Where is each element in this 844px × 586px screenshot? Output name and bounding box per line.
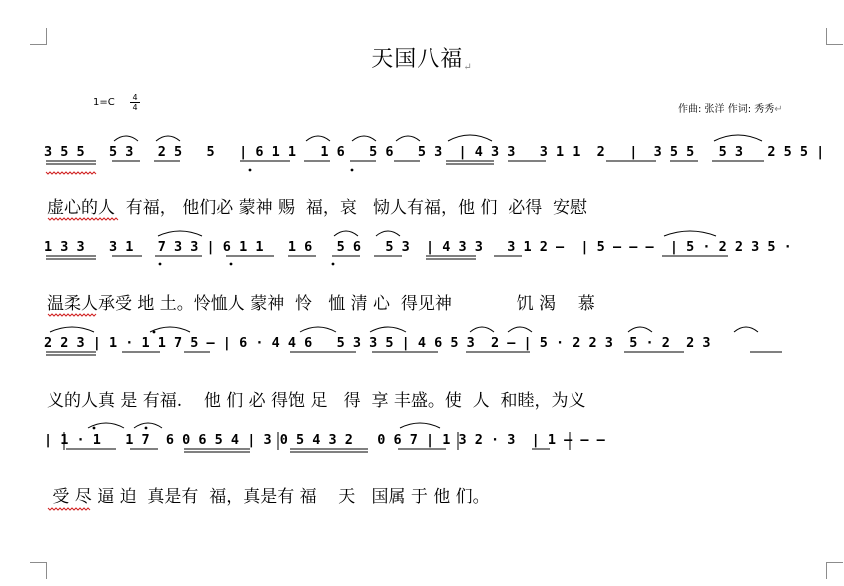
spellcheck-squiggle [46, 172, 96, 174]
octave-dot [153, 331, 156, 334]
barline [64, 432, 570, 450]
slur-arc [158, 231, 716, 236]
octave-dot [159, 263, 162, 266]
spellcheck-squiggle [48, 508, 90, 510]
slur-arc [88, 423, 440, 428]
notation-line-1: 3 5 5 5 3 2 5 5 | 6 1 1 1 6 5 6 5 3 | 4 3 3 3 1 1 2 | 3 5 5 5 3 2 5 5 | [44, 144, 825, 160]
lyrics-line-1: 虚心的人 有福， 他们必 蒙神 赐 福，哀 恸人有福，他 们 必得 安慰 [47, 198, 588, 218]
time-signature-top: 4 [132, 93, 138, 102]
credit-text: 作曲: 张洋 作词: 秀秀 [678, 104, 775, 115]
octave-dot [351, 169, 354, 172]
octave-dot [93, 427, 96, 430]
lyrics-line-2: 温柔人承受 地 土。怜恤人 蒙神 怜 恤 清 心 得见神 饥 渴 慕 [47, 294, 595, 314]
key-signature: 1=C [93, 97, 115, 108]
time-signature-bottom: 4 [130, 102, 140, 112]
lyrics-line-3: 义的人真 是 有福. 他 们 必 得饱 足 得 享 丰盛。使 人 和睦，为义 [47, 391, 586, 411]
beam-underline-double [46, 164, 494, 452]
notation-line-3: 2 2 3 | 1 · 1 1 7 5 — | 6 · 4 4 6 5 3 3 5 | 4 6 5 3 2 — | 5 · 2 2 3 5 · 2 2 3 [44, 335, 711, 351]
paragraph-mark: ↵ [774, 104, 783, 115]
octave-dot [332, 263, 335, 266]
octave-dot [145, 427, 148, 430]
notation-line-2: 1 3 3 3 1 7 3 3 | 6 1 1 1 6 5 6 5 3 | 4 3 3 3 1 2 — | 5 — — — | 5 · 2 2 3 5 · [44, 239, 792, 255]
slur-arc [50, 327, 758, 332]
spellcheck-squiggle [48, 314, 96, 316]
lyrics-line-4: 受 尽 逼 迫 真是有 福，真是有 福 天 国属 于 他 们。 [47, 487, 490, 507]
notation-line-4: | 1 · 1 1 7 6 0 6 5 4 | 3 0 5 4 3 2 0 6 7 | 1 3 2 · 3 | 1 — — — [44, 432, 605, 448]
octave-dot [230, 263, 233, 266]
octave-dot [249, 169, 252, 172]
slur-arc [114, 135, 762, 141]
spellcheck-squiggle [48, 218, 118, 220]
song-title-text: 天国八福 [371, 47, 464, 72]
paragraph-mark: ↵ [463, 62, 473, 73]
